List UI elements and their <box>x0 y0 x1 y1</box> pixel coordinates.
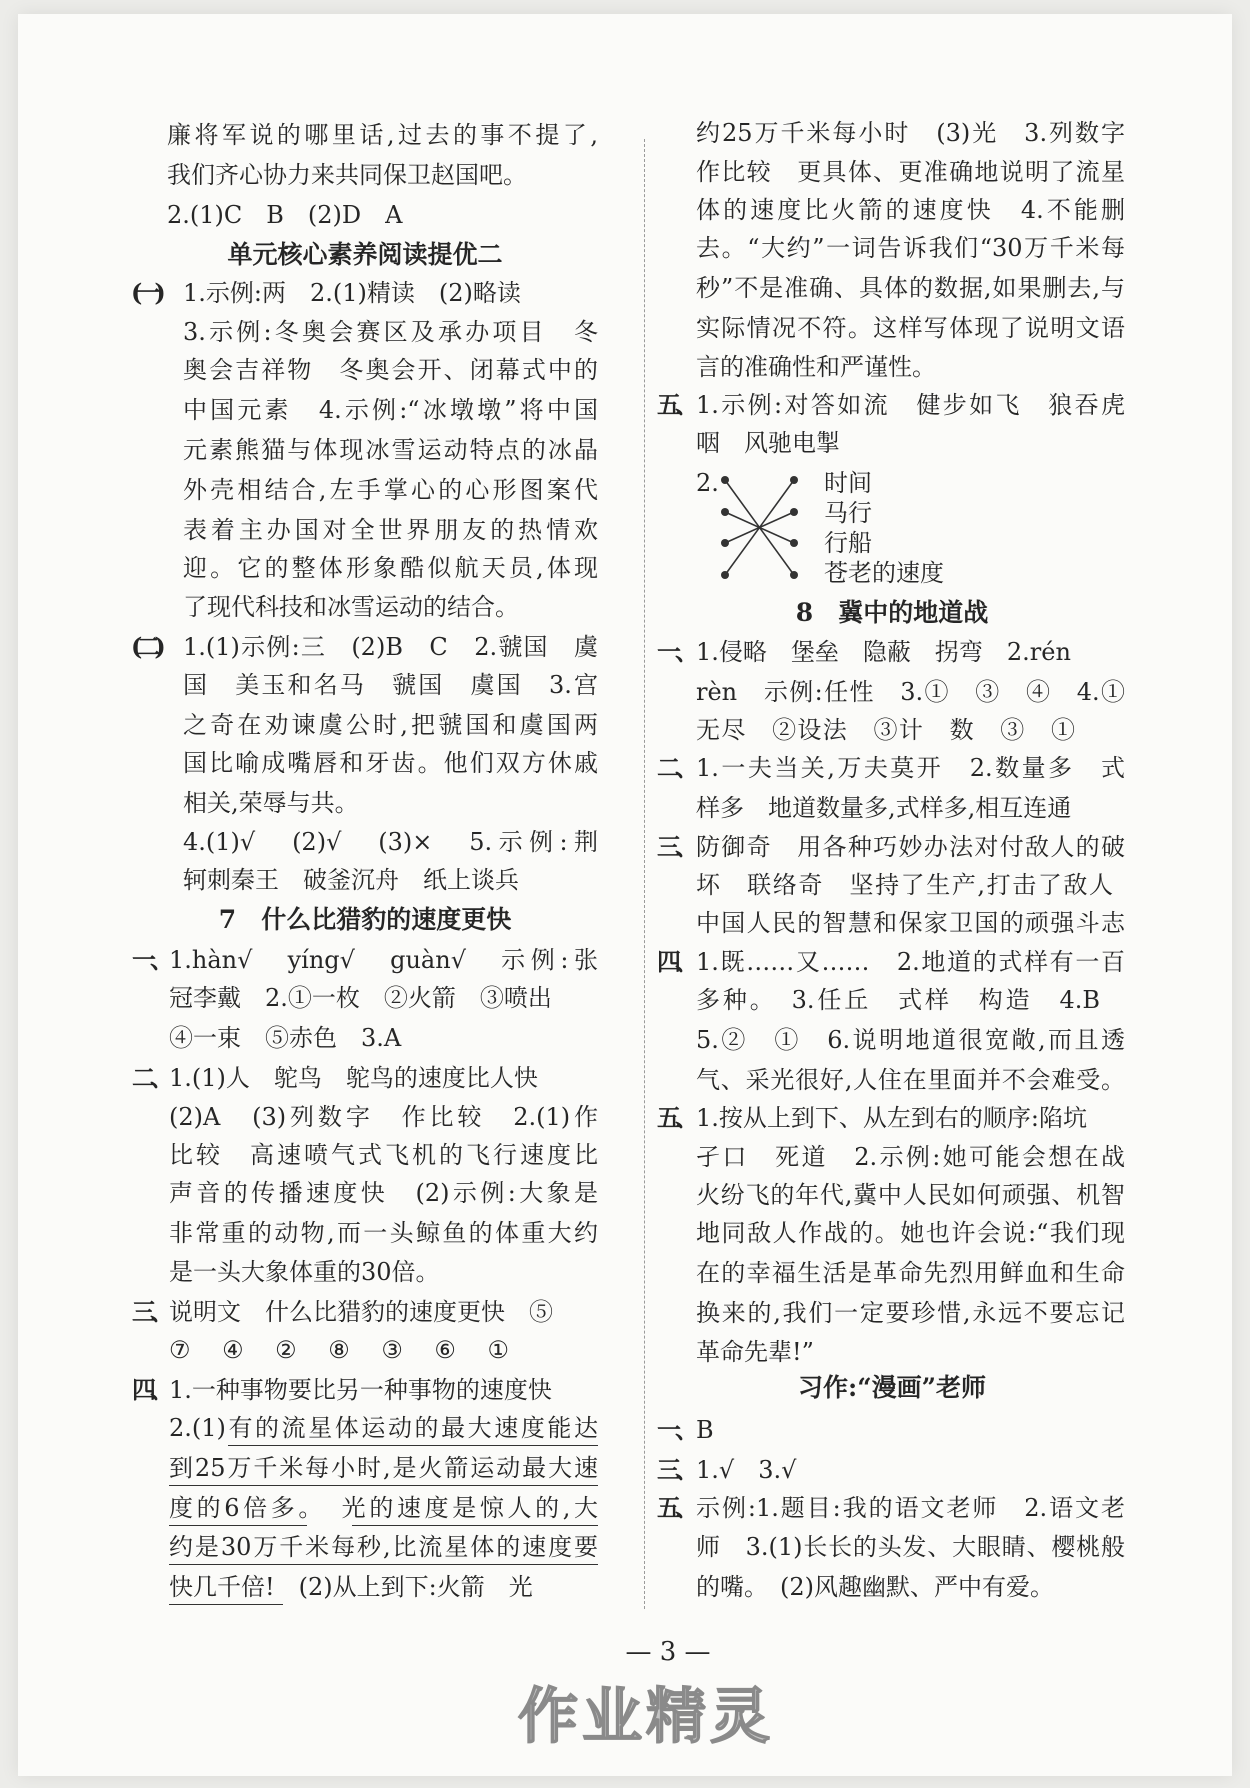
answer-line: 多种。 3.任丘 式样 构造 4.B <box>696 986 1100 1014</box>
question-number: 三、 <box>132 1297 168 1326</box>
answer-line: 1.侵略 堡垒 隐蔽 拐弯 2.rén <box>696 638 1071 666</box>
answer-line: 秒”不是准确、具体的数据,如果删去,与 <box>696 274 1125 302</box>
answer-underline <box>169 1525 307 1526</box>
answer-line: 言的准确性和严谨性。 <box>696 353 936 381</box>
answer-line: 在的幸福生活是革命先烈用鲜血和生命 <box>696 1259 1125 1287</box>
section-heading: 习作:“漫画”老师 <box>798 1373 986 1402</box>
answer-line: 去。“大约”一词告诉我们“30万千米每 <box>696 234 1125 262</box>
answer-line: 到25万千米每小时,是火箭运动最大速 <box>169 1454 598 1482</box>
connection-dot <box>721 508 729 516</box>
answer-line: 示例:1.题目:我的语文老师 2.语文老 <box>696 1494 1125 1522</box>
answer-line: 快几千倍! (2)从上到下:火箭 光 <box>169 1573 533 1601</box>
answer-line: 约是30万千米每秒,比流星体的速度要 <box>169 1533 598 1561</box>
answer-line: 说明文 什么比猎豹的速度更快 ⑤ <box>169 1298 553 1326</box>
connection-dot <box>790 571 798 579</box>
answer-line: ⑦ ④ ② ⑧ ③ ⑥ ① <box>169 1336 509 1364</box>
question-number: 五、 <box>657 1103 693 1132</box>
answer-line: 革命先辈!” <box>696 1338 814 1366</box>
answer-line: 无尽 ②设法 ③计 数 ③ ① <box>696 716 1075 744</box>
answer-line: 1.(1)示例:三 (2)B C 2.虢国 虞 <box>183 633 598 661</box>
match-item: 苍老的速度 <box>824 559 944 587</box>
connection-dot <box>790 508 798 516</box>
match-item: 行船 <box>824 529 872 557</box>
question-number: 一、 <box>657 637 693 666</box>
answer-line: 1.(1)人 鸵鸟 鸵鸟的速度比人快 <box>169 1064 538 1092</box>
answer-line: 1.一夫当关,万夫莫开 2.数量多 式 <box>696 754 1125 782</box>
answer-line: 2. <box>696 469 719 497</box>
connection-dot <box>790 476 798 484</box>
section-heading: 7 什么比猎豹的速度更快 <box>218 905 512 934</box>
match-item: 时间 <box>824 469 872 497</box>
answer-line: 5.② ① 6.说明地道很宽敞,而且透 <box>696 1026 1125 1054</box>
answer-line: 冠李戴 2.①一枚 ②火箭 ③喷出 <box>169 984 552 1012</box>
answer-line: 轲刺秦王 破釜沉舟 纸上谈兵 <box>183 866 519 894</box>
answer-line: 孑口 死道 2.示例:她可能会想在战 <box>696 1143 1125 1171</box>
answer-line: 是一头大象体重的30倍。 <box>169 1258 440 1286</box>
answer-line: 1.按从上到下、从左到右的顺序:陷坑 <box>696 1104 1087 1132</box>
answer-line: ④一束 ⑤赤色 3.A <box>169 1024 402 1052</box>
answer-line: 防御奇 用各种巧妙办法对付敌人的破 <box>696 833 1125 861</box>
matching-diagram <box>700 460 820 595</box>
answer-line: 声音的传播速度快 (2)示例:大象是 <box>169 1179 598 1207</box>
question-number: 四、 <box>657 947 693 976</box>
connection-dot <box>721 571 729 579</box>
answer-line: 1.既……又…… 2.地道的式样有一百 <box>696 948 1125 976</box>
answer-line: 迎。它的整体形象酷似航天员,体现 <box>183 554 598 582</box>
answer-line: 坏 联络奇 坚持了生产,打击了敌人 <box>696 871 1113 899</box>
answer-line: 国比喻成嘴唇和牙齿。他们双方休戚 <box>183 749 598 777</box>
answer-underline <box>169 1485 598 1486</box>
answer-line: 非常重的动物,而一头鲸鱼的体重大约 <box>169 1219 598 1247</box>
question-number: 三、 <box>657 1455 693 1484</box>
answer-line: 气、采光很好,人住在里面并不会难受。 <box>696 1066 1125 1094</box>
answer-line: 3.示例:冬奥会赛区及承办项目 冬 <box>183 318 598 346</box>
answer-line: 了现代科技和冰雪运动的结合。 <box>183 593 519 621</box>
column-divider <box>644 139 645 1609</box>
answer-line: 2.(1)C B (2)D A <box>167 201 403 229</box>
answer-line: 表着主办国对全世界朋友的热情欢 <box>183 516 598 544</box>
answer-line: 样多 地道数量多,式样多,相互连通 <box>696 794 1072 822</box>
question-number: 三、 <box>657 832 693 861</box>
question-number: 二、 <box>132 1063 168 1092</box>
answer-key-page <box>18 14 1232 1776</box>
question-number: 一、 <box>132 945 168 974</box>
question-number: (二) <box>131 632 160 661</box>
match-item: 马行 <box>824 499 872 527</box>
answer-line: 比较 高速喷气式飞机的飞行速度比 <box>169 1141 598 1169</box>
answer-line: 相关,荣辱与共。 <box>183 789 359 817</box>
question-number: 五、 <box>657 1493 693 1522</box>
section-heading: 8 冀中的地道战 <box>795 598 989 627</box>
connection-dot <box>721 476 729 484</box>
answer-line: 1.√ 3.√ <box>696 1456 797 1484</box>
answer-line: 度的6倍多。 光的速度是惊人的,大 <box>169 1494 598 1522</box>
answer-line: 咽 风驰电掣 <box>696 429 840 457</box>
question-number: 五、 <box>657 390 693 419</box>
answer-line: 火纷飞的年代,冀中人民如何顽强、机智 <box>696 1181 1125 1209</box>
connection-dot <box>721 539 729 547</box>
answer-line: 1.hàn√ yíng√ guàn√ 示例:张 <box>169 946 598 974</box>
answer-underline <box>228 1445 598 1446</box>
connection-dot <box>790 539 798 547</box>
section-heading: 单元核心素养阅读提优二 <box>227 240 503 269</box>
answer-line: 1.示例:两 2.(1)精读 (2)略读 <box>183 279 521 307</box>
answer-line: 体的速度比火箭的速度快 4.不能删 <box>696 196 1125 224</box>
answer-line: 地同敌人作战的。她也许会说:“我们现 <box>696 1219 1125 1247</box>
answer-line: 奥会吉祥物 冬奥会开、闭幕式中的 <box>183 356 598 384</box>
watermark: 作业精灵 <box>518 1682 774 1752</box>
question-number: 一、 <box>657 1415 693 1444</box>
answer-line: 中国元素 4.示例:“冰墩墩”将中国 <box>183 396 598 424</box>
question-number: 二、 <box>657 753 693 782</box>
answer-line: 廉将军说的哪里话,过去的事不提了, <box>167 121 598 149</box>
answer-line: 中国人民的智慧和保家卫国的顽强斗志 <box>696 909 1125 937</box>
answer-line: 约25万千米每小时 (3)光 3.列数字 <box>696 119 1125 147</box>
answer-line: 1.一种事物要比另一种事物的速度快 <box>169 1376 552 1404</box>
answer-underline <box>352 1525 598 1526</box>
answer-line: 外壳相结合,左手掌心的心形图案代 <box>183 476 598 504</box>
answer-line: 作比较 更具体、更准确地说明了流星 <box>696 158 1125 186</box>
answer-line: 实际情况不符。这样写体现了说明文语 <box>696 314 1125 342</box>
answer-line: 师 3.(1)长长的头发、大眼睛、樱桃般 <box>696 1533 1125 1561</box>
page-number: — 3 — <box>625 1637 711 1667</box>
answer-line: 元素熊猫与体现冰雪运动特点的冰晶 <box>183 436 598 464</box>
answer-line: 换来的,我们一定要珍惜,永远不要忘记 <box>696 1299 1125 1327</box>
answer-line: 1.示例:对答如流 健步如飞 狼吞虎 <box>696 391 1125 419</box>
question-number: (一) <box>131 278 160 307</box>
answer-line: 国 美玉和名马 虢国 虞国 3.宫 <box>183 671 598 699</box>
answer-underline <box>169 1564 598 1565</box>
answer-line: B <box>696 1416 714 1444</box>
answer-line: 2.(1)有的流星体运动的最大速度能达 <box>169 1414 598 1442</box>
answer-line: (2)A (3)列数字 作比较 2.(1)作 <box>169 1103 598 1131</box>
answer-line: 我们齐心协力来共同保卫赵国吧。 <box>167 161 527 189</box>
question-number: 四、 <box>132 1375 168 1404</box>
answer-line: 之奇在劝谏虞公时,把虢国和虞国两 <box>183 711 598 739</box>
answer-underline <box>169 1604 283 1605</box>
answer-line: 4.(1)√ (2)√ (3)× 5.示例:荆 <box>183 828 598 856</box>
answer-line: rèn 示例:任性 3.① ③ ④ 4.① <box>696 678 1125 706</box>
answer-line: 的嘴。 (2)风趣幽默、严中有爱。 <box>696 1573 1054 1601</box>
